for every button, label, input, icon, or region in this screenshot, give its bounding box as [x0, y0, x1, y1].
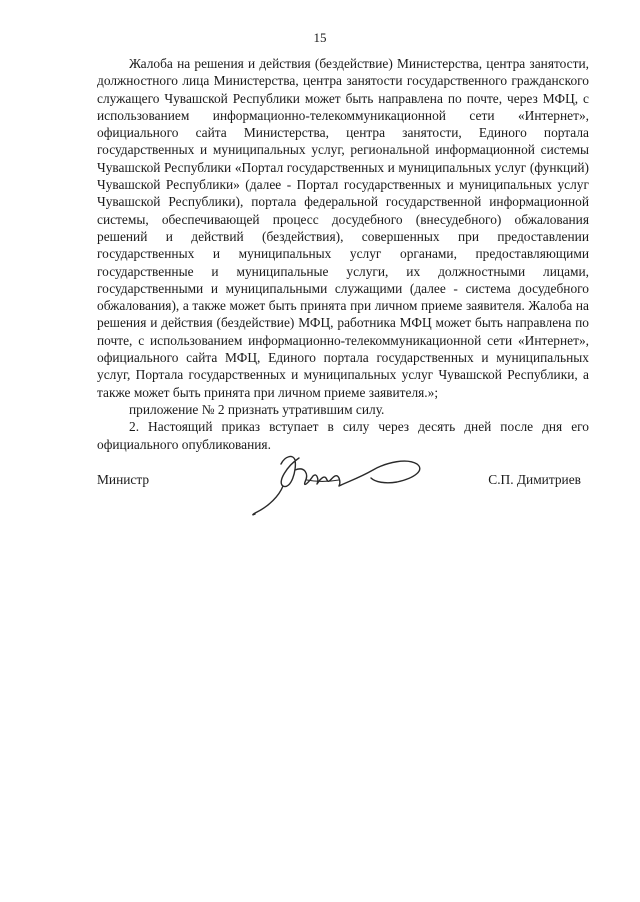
- document-body: [97, 55, 589, 453]
- signer-title: Министр: [97, 472, 150, 487]
- signature-block: [97, 452, 589, 522]
- page-number: 15: [313, 30, 327, 45]
- paragraph-complaint: Жалоба на решения и действия (бездействие) Министерства, центра занятости, должностного лица Министерства, центра занятости государственного гражданского служащего Чувашской Республики может быть направлена по почте, через МФЦ, с использованием информационно-телекоммуникационной сети «Интернет», официального сайта Министерства, центра занятости, Единого портала государственных и муниципальных услуг, региональной информационной системы Чувашской Республики «Портал государственных и муниципальных услуг (функций) Чувашской Республики» (далее - Портал государственных и муниципальных услуг Чувашской Республики), портала федеральной государственной информационной системы, обеспечивающей процесс досудебного (внесудебного) обжалования решений и действий (бездействия), совершенных при предоставлении государственных и муниципальных услуг органами, предоставляющими государственные и муниципальные услуги, их должностными лицами, государственными и муниципальными служащими (далее - система досудебного обжалования), а также может быть принята при личном приеме заявителя. Жалоба на решения и действия (бездействие) МФЦ, работника МФЦ может быть направлена по почте, с использованием информационно-телекоммуникационной сети «Интернет», официального сайта МФЦ, Единого портала государственных и муниципальных услуг, Портала государственных и муниципальных услуг Чувашской Республики, а также может быть принята при личном приеме заявителя.»;: [97, 56, 589, 400]
- paragraph-appendix: приложение № 2 признать утратившим силу.: [129, 401, 385, 417]
- handwritten-signature: [247, 452, 467, 522]
- signer-name: С.П. Димитриев: [488, 472, 581, 487]
- paragraph-effective-date: 2. Настоящий приказ вступает в силу через десять дней после дня его официального опубликования.: [97, 419, 589, 452]
